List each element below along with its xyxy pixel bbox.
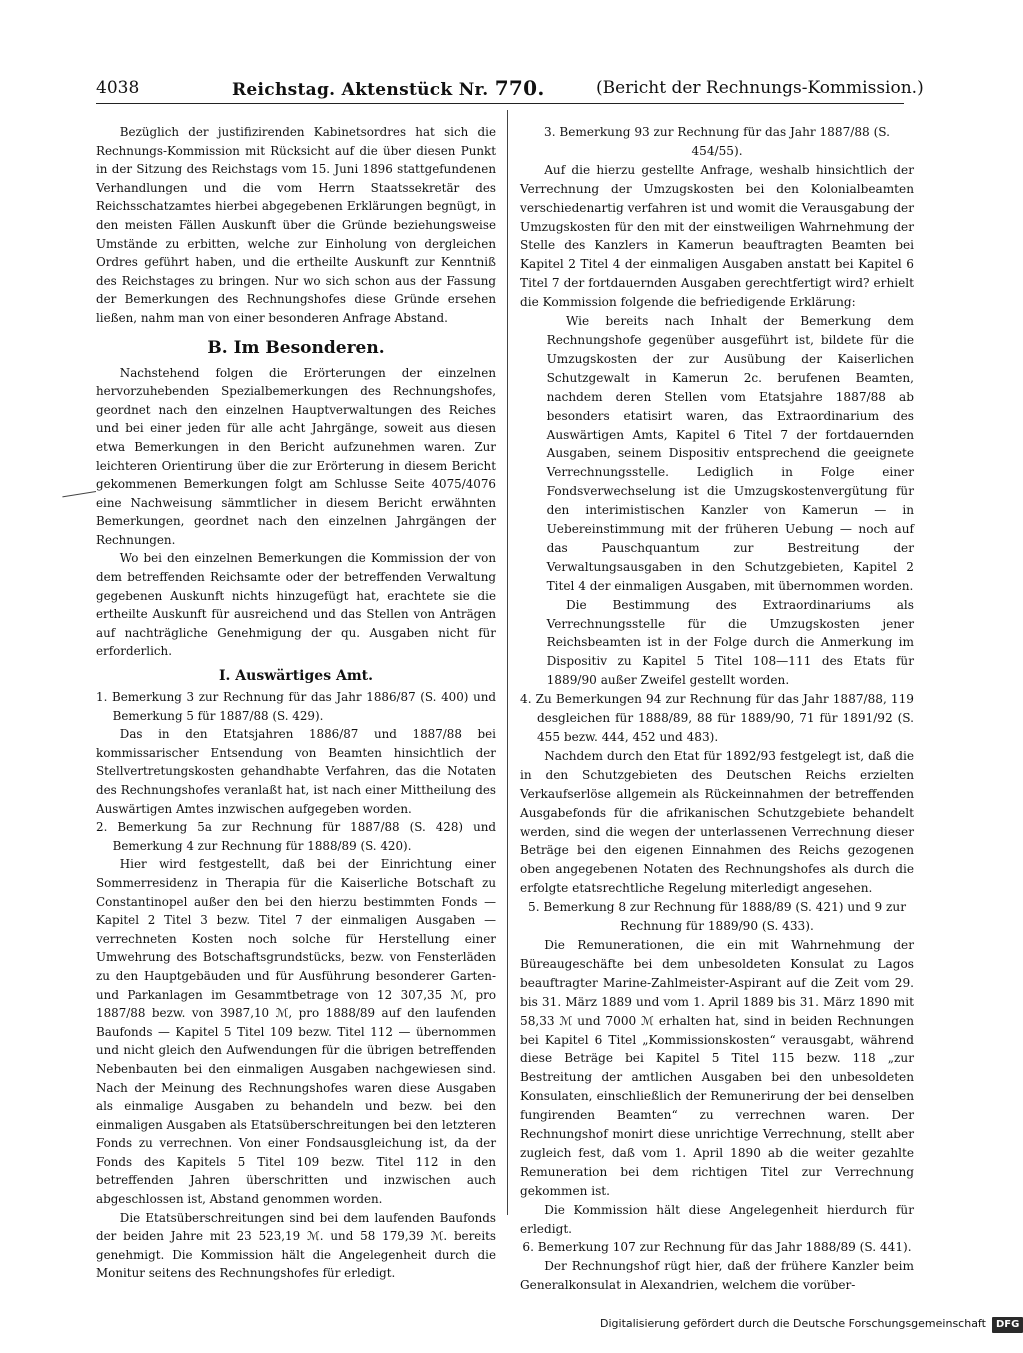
document-number: 770. — [494, 76, 545, 100]
digitization-credit — [600, 1316, 1023, 1333]
title-prefix: Reichstag. Aktenstück Nr. — [232, 80, 489, 100]
paragraph: Der Rechnungshof rügt hier, daß der frühere Kanzler beim Generalkonsulat in Alexandrien, welchem die vorüber- — [520, 1259, 914, 1293]
item-heading: 2. Bemerkung 5a zur Rechnung für 1887/88 (S. 428) und Bemerkung 4 zur Rechnung für 1888/89 (S. 420). — [96, 820, 496, 853]
item-heading: 4. Zu Bemerkungen 94 zur Rechnung für das Jahr 1887/88, 119 desgleichen für 1888/89, 88 für 1889/90, 71 für 1891/92 (S. 455 bezw. 444, 452 und 483). — [520, 692, 914, 744]
paragraph: Nachstehend folgen die Erörterungen der einzelnen hervorzuhebenden Spezialbemerkungen des Rechnungshofes, geordnet nach den einzelnen Hauptverwaltungen des Reiches und bei einer jeden für alle acht Jahrgänge, soweit aus diesen etwa Bemerkungen in den Bericht aufzunehmen waren. Zur leichteren Orientirung über die zur Erörterung in diesem Bericht gekommenen Bemerkungen folgt am Schlusse Seite 4075/4076 eine Nachweisung sämmtlicher in diesem Bericht erwähnten Bemerkungen, geordnet nach den einzelnen Jahrgängen der Rechnungen. — [96, 365, 496, 547]
item-heading: 6. Bemerkung 107 zur Rechnung für das Jahr 1888/89 (S. 441). — [522, 1240, 912, 1255]
page-header — [96, 74, 924, 102]
dfg-logo: DFG — [992, 1317, 1023, 1333]
quoted-paragraph: Wie bereits nach Inhalt der Bemerkung dem Rechnungshofe gegenüber ausgeführt ist, bildete für die Umzugskosten der zur Ausübung der Kaiserlichen Schutzgewalt in Kamerun 2c. berufenen Beamten, nachdem deren Stellen vom Etatsjahre 1887/88 ab besonders etatisirt waren, das Extraordinarium des Auswärtigen Amts, Kapitel 6 Titel 7 der fortdauernden Ausgaben, seinem Dispositiv entsprechend die geeignete Verrechnungsstelle. Lediglich in Folge einer Fondsverwechselung ist die Umzugskostenvergütung für den interimistischen Kanzler von Kamerun — in Uebereinstimmung mit der früheren Uebung — noch auf das Pauschquantum zur Bestreitung der Verwaltungsausgaben in den Schutzgebieten, Kapitel 2 Titel 4 der einmaligen Ausgaben, mit übernommen worden. — [546, 314, 914, 593]
margin-pen-mark — [62, 491, 96, 497]
paragraph: Die Remunerationen, die ein mit Wahrnehmung der Büreaugeschäfte bei dem unbesoldeten Konsulat zu Lagos beauftragter Marine-Zahlmeister-Aspirant auf die Zeit vom 29. bis 31. März 1889 und vom 1. April 1889 bis 31. März 1890 mit 58,33 ℳ und 7000 ℳ erhalten hat, sind in beiden Rechnungen bei Kapitel 6 Titel „Kommissionskosten“ verausgabt, während diese Beträge bei Kapitel 5 Titel 115 bezw. 118 „zur Bestreitung der amtlichen Ausgaben bei den unbesoldeten Konsulaten, einschließlich der Remunerirung der bei denselben fungirenden Beamten“ zu verrechnen waren. Der Rechnungshof monirt diese unrichtige Verrechnung, stellt aber zugleich fest, daß vom 1. April 1890 ab die weiter gezahlte Remuneration bei dem richtigen Titel zur Verrechnung gekommen ist. — [520, 937, 914, 1198]
item-heading: 3. Bemerkung 93 zur Rechnung für das Jahr 1887/88 (S. 454/55). — [544, 125, 890, 158]
paragraph: Auf die hierzu gestellte Anfrage, weshalb hinsichtlich der Verrechnung der Umzugskosten bei den Kolonialbeamten verschiedenartig verfahren ist und womit die Verausgabung der Umzugskosten für den mit der einstweiligen Wahrnehmung der Stelle des Kanzlers in Kamerun beauftragten Beamten bei Kapitel 2 Titel 4 der einmaligen Ausgaben anstatt bei Kapitel 6 Titel 7 der fortdauernden Ausgaben gerechtfertigt wird? erhielt die Kommission folgende die befriedigende Erklärung: — [520, 162, 914, 310]
column-divider — [507, 110, 508, 1215]
paragraph: Wo bei den einzelnen Bemerkungen die Kommission der von dem betreffenden Reichsamte oder der betreffenden Verwaltung gegebenen Auskunft nichts hinzugefügt hat, erachtete sie die ertheilte Auskunft für ausreichend und das Stellen von Anträgen auf nachträgliche Genehmigung der qu. Ausgaben nicht für erforderlich. — [96, 551, 496, 659]
paragraph: Die Kommission hält diese Angelegenheit hierdurch für erledigt. — [520, 1202, 914, 1236]
section-heading-auswaertiges-amt: I. Auswärtiges Amt. — [219, 668, 373, 685]
section-heading-b: B. Im Besonderen. — [207, 337, 385, 358]
item-heading: 5. Bemerkung 8 zur Rechnung für 1888/89 (S. 421) und 9 zur Rechnung für 1889/90 (S. 433). — [528, 900, 906, 934]
page-subtitle: (Bericht der Rechnungs-Kommission.) — [596, 78, 924, 98]
page-title — [232, 74, 545, 104]
header-rule — [96, 103, 904, 104]
left-column — [96, 123, 496, 1283]
paragraph: Hier wird festgestellt, daß bei der Einrichtung einer Sommerresidenz in Therapia für die Kaiserliche Botschaft zu Constantinopel außer den bei den hierzu bestimmten Fonds — Kapitel 2 Titel 3 bezw. Titel 7 der einmaligen Ausgaben — verrechneten Kosten noch solche für Herstellung einer Umwehrung des Botschaftsgrundstücks, bezw. von Fensterläden zu den Hauptgebäuden und für Ausführung besonderer Garten- und Parkanlagen im Gesammtbetrage von 12 307,35 ℳ, pro 1887/88 bezw. von 3987,10 ℳ, pro 1888/89 auf den laufenden Baufonds — Kapitel 5 Titel 109 bezw. Titel 112 — übernommen und nicht gleich den Aufwendungen für die übrigen betreffenden Nebenbauten bei den einmaligen Ausgaben nachgewiesen sind. Nach der Meinung des Rechnungshofes waren diese Ausgaben als einmalige Ausgaben zu behandeln und bezw. bei den einmaligen Ausgaben als Etatsüberschreitungen bei den letzteren Fonds zu verrechnen. Von einer Fondsausgleichung ist, da der Fonds des Kapitels 5 Titel 109 bezw. Titel 112 in den betreffenden Jahren überschritten und inzwischen auch abgeschlossen ist, Abstand genommen worden. — [96, 857, 496, 1207]
right-column — [520, 123, 914, 1295]
credit-text: Digitalisierung gefördert durch die Deutsche Forschungsgemeinschaft — [600, 1317, 986, 1330]
paragraph: Nachdem durch den Etat für 1892/93 festgelegt ist, daß die in den Schutzgebieten des Deutschen Reichs erzielten Verkaufserlöse allgemein als Rückeinnahmen der betreffenden Ausgabefonds für die afrikanischen Schutzgebiete behandelt werden, sind die wegen der unterlassenen Verrechnung dieser Beträge bei den eigenen Einnahmen des Reichs gezogenen oben angegebenen Notaten des Rechnungshofes als durch die erfolgte etatsrechtliche Regelung miterledigt angesehen. — [520, 748, 914, 896]
page-number: 4038 — [96, 78, 140, 98]
paragraph: Die Etatsüberschreitungen sind bei dem laufenden Baufonds der beiden Jahre mit 23 523,19 ℳ. und 58 179,39 ℳ. bereits genehmigt. Die Kommission hält die Angelegenheit durch die Monitur seitens des Rechnungshofes für erledigt. — [96, 1210, 496, 1281]
paragraph: Das in den Etatsjahren 1886/87 und 1887/88 bei kommissarischer Entsendung von Beamten hinsichtlich der Stellvertretungskosten gehandhabte Verfahren, das die Notaten des Rechnungshofes veranlaßt hat, ist nach einer Mittheilung des Auswärtigen Amtes inzwischen aufgegeben worden. — [96, 727, 496, 816]
paragraph: Bezüglich der justifizirenden Kabinetsordres hat sich die Rechnungs-Kommission mit Rücksicht auf die über diesen Punkt in der Sitzung des Reichstags vom 15. Juni 1896 stattgefundenen Verhandlungen und die vom Herrn Staatssekretär des Reichsschatzamtes hierbei abgegebenen Erklärungen begnügt, in den meisten Fällen Auskunft über die Gründe beziehungsweise Umstände zu erbitten, welche zur Einholung von dergleichen Ordres geführt haben, und die ertheilte Auskunft zur Kenntniß des Reichstages zu bringen. Nur wo sich schon aus der Fassung der Bemerkungen des Rechnungshofes diese Gründe ersehen ließen, nahm man von einer besonderen Anfrage Abstand. — [96, 125, 496, 325]
item-heading: 1. Bemerkung 3 zur Rechnung für das Jahr 1886/87 (S. 400) und Bemerkung 5 für 1887/88 (S. 429). — [96, 690, 496, 723]
quoted-paragraph: Die Bestimmung des Extraordinariums als Verrechnungsstelle für die Umzugskosten jener Reichsbeamten ist in der Folge durch die Anmerkung im Dispositiv zu Kapitel 5 Titel 108—111 des Etats für 1889/90 außer Zweifel gestellt worden. — [546, 597, 914, 688]
